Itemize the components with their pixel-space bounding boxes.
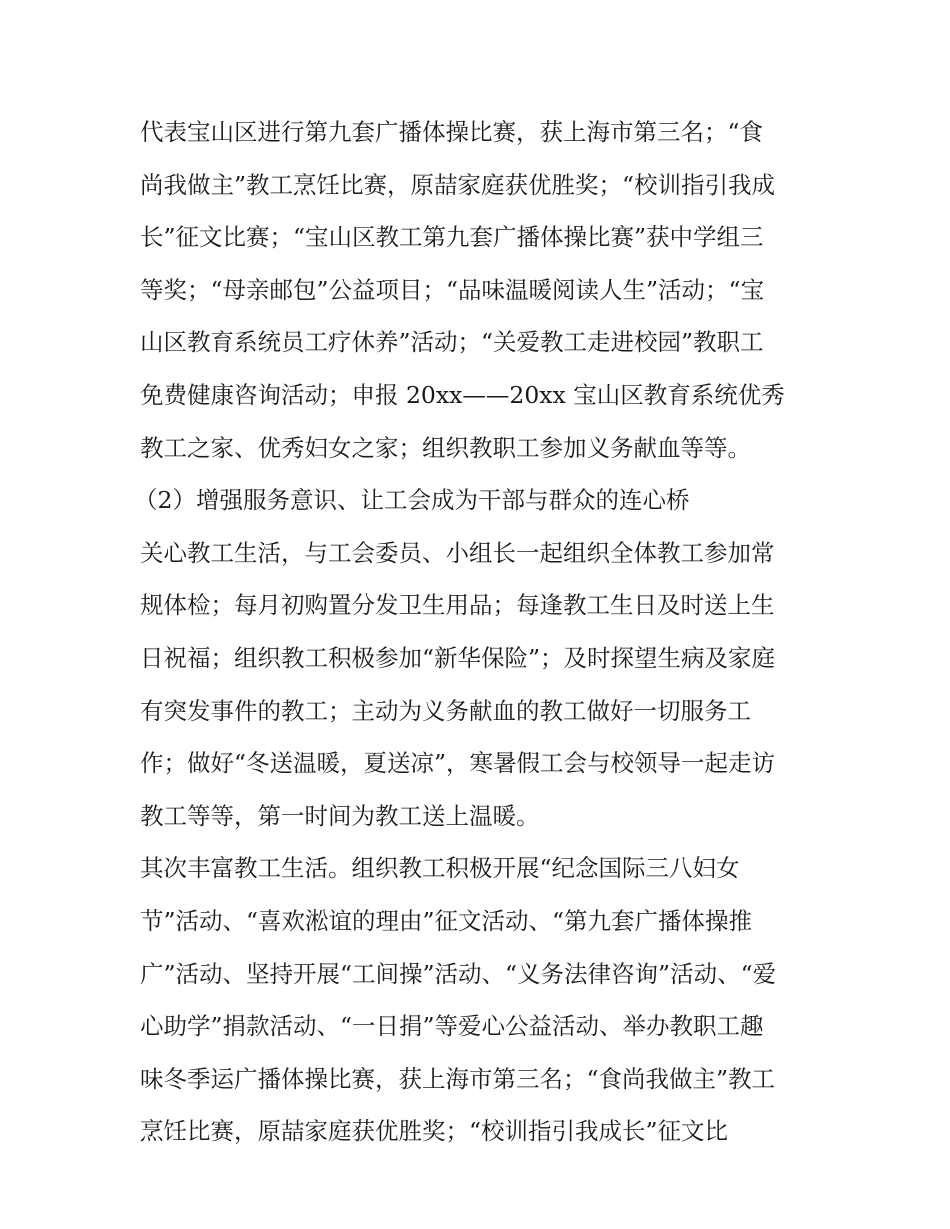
text-line: 长”征文比赛；“宝山区教工第九套广播体操比赛”获中学组三	[140, 223, 764, 252]
text-line: 规体检；每月初购置分发卫生用品；每逢教工生日及时送上生	[140, 591, 775, 620]
text-line: 山区教育系统员工疗休养”活动；“关爱教工走进校园”教职工	[140, 328, 764, 357]
text-line: 有突发事件的教工；主动为义务献血的教工做好一切服务工	[140, 696, 751, 725]
text-line: 教工之家、优秀妇女之家；组织教职工参加义务献血等等。	[140, 433, 751, 462]
text-line: 尚我做主”教工烹饪比赛，原喆家庭获优胜奖；“校训指引我成	[140, 170, 776, 199]
text-line: 广”活动、坚持开展“工间操”活动、“义务法律咨询”活动、“爱	[140, 959, 777, 988]
text-line: 代表宝山区进行第九套广播体操比赛，获上海市第三名；“食	[140, 118, 764, 146]
text-line: 烹饪比赛，原喆家庭获优胜奖；“校训指引我成长”征文比	[140, 1117, 729, 1146]
text-line: 日祝福；组织教工积极参加“新华保险”；及时探望生病及家庭	[140, 643, 776, 672]
text-line: 其次丰富教工生活。组织教工积极开展“纪念国际三八妇女	[140, 854, 740, 883]
section-heading: （2）增强服务意识、让工会成为干部与群众的连心桥	[134, 486, 690, 515]
text-line: 节”活动、“喜欢淞谊的理由”征文活动、“第九套广播体操推	[140, 906, 753, 935]
text-line: 心助学”捐款活动、“一日捐”等爱心公益活动、举办教职工趣	[140, 1012, 764, 1041]
text-line: 教工等等，第一时间为教工送上温暖。	[140, 801, 540, 830]
body-text	[134, 106, 840, 1158]
text-line: 免费健康咨询活动；申报 20xx——20xx 宝山区教育系统优秀	[140, 380, 785, 409]
text-line: 作；做好“冬送温暖，夏送凉”，寒暑假工会与校领导一起走访	[140, 749, 776, 778]
text-line: 关心教工生活，与工会委员、小组长一起组织全体教工参加常	[140, 538, 775, 567]
text-line: 味冬季运广播体操比赛，获上海市第三名；“食尚我做主”教工	[140, 1064, 776, 1093]
text-line: 等奖；“母亲邮包”公益项目；“品味温暖阅读人生”活动；“宝	[140, 275, 765, 304]
